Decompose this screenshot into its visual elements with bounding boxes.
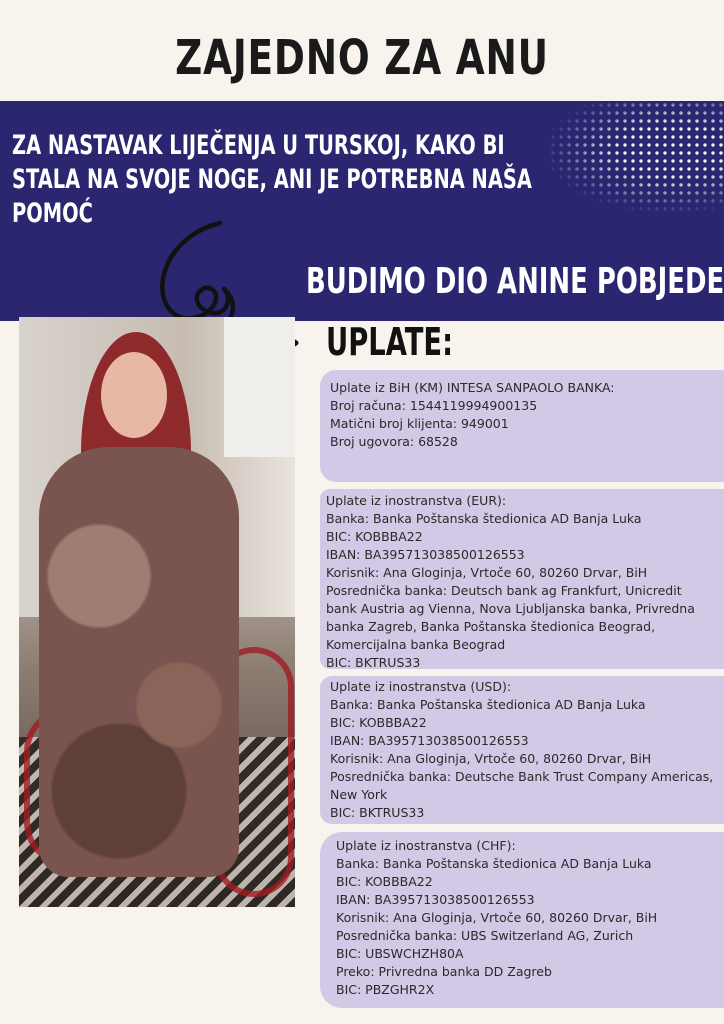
uplate-heading: UPLATE: — [326, 320, 454, 364]
payment-card-eur — [320, 489, 724, 669]
card-line: BIC: KOBBBA22 — [336, 874, 433, 889]
card-line: Uplate iz inostranstva (USD): — [330, 679, 512, 694]
card-line: BIC: UBSWCHZH80A — [336, 946, 464, 961]
payment-card-chf — [320, 832, 724, 1008]
page-title: ZAJEDNO ZA ANU — [175, 30, 549, 86]
card-line: Uplate iz BiH (KM) INTESA SANPAOLO BANKA: — [330, 380, 615, 395]
card-line: Korisnik: Ana Gloginja, Vrtoče 60, 80260 Drvar, BiH — [336, 910, 658, 925]
ana-photo — [19, 317, 295, 907]
payment-card-usd — [320, 676, 724, 824]
card-line: BIC: KOBBBA22 — [330, 715, 427, 730]
card-line: BIC: BKTRUS33 — [330, 805, 425, 820]
banner-slogan: BUDIMO DIO ANINE POBJEDE — [306, 261, 724, 302]
card-line: Posrednička banka: UBS Switzerland AG, Zurich — [336, 928, 634, 943]
card-line: Uplate iz inostranstva (EUR): — [326, 493, 507, 508]
card-line: Broj ugovora: 68528 — [330, 434, 458, 449]
card-line: Banka: Banka Poštanska štedionica AD Banja Luka — [336, 856, 652, 871]
card-line: Posrednička banka: Deutsch bank ag Frankfurt, Unicredit bank Austria ag Vienna, Nova Ljubljanska banka, Privredna banka Zagreb, Banka Poštanska štedionica Beograd, Komercijalna banka Beograd — [326, 583, 699, 652]
card-line: Matični broj klijenta: 949001 — [330, 416, 509, 431]
card-line: Preko: Privredna banka DD Zagreb — [336, 964, 552, 979]
card-line: Banka: Banka Poštanska štedionica AD Banja Luka — [326, 511, 642, 526]
card-line: Posrednička banka: Deutsche Bank Trust Company Americas, New York — [330, 769, 718, 802]
card-line: Uplate iz inostranstva (CHF): — [336, 838, 516, 853]
card-line: BIC: PBZGHR2X — [336, 982, 435, 997]
card-line: BIC: KOBBBA22 — [326, 529, 423, 544]
card-line: IBAN: BA395713038500126553 — [330, 733, 529, 748]
card-line: Korisnik: Ana Gloginja, Vrtoče 60, 80260 Drvar, BiH — [326, 565, 648, 580]
halftone-decoration — [549, 101, 724, 211]
payment-card-bih — [320, 370, 724, 482]
card-line: Broj računa: 1544119994900135 — [330, 398, 538, 413]
card-line: IBAN: BA395713038500126553 — [326, 547, 525, 562]
banner-subtitle: ZA NASTAVAK LIJEČENJA U TURSKOJ, KAKO BI STALA NA SVOJE NOGE, ANI JE POTREBNA NAŠA POMOĆ — [12, 130, 532, 229]
banner — [0, 101, 724, 321]
card-line: BIC: BKTRUS33 — [326, 655, 421, 670]
card-line: Banka: Banka Poštanska štedionica AD Banja Luka — [330, 697, 646, 712]
card-line: IBAN: BA395713038500126553 — [336, 892, 535, 907]
card-line: Korisnik: Ana Gloginja, Vrtoče 60, 80260 Drvar, BiH — [330, 751, 652, 766]
